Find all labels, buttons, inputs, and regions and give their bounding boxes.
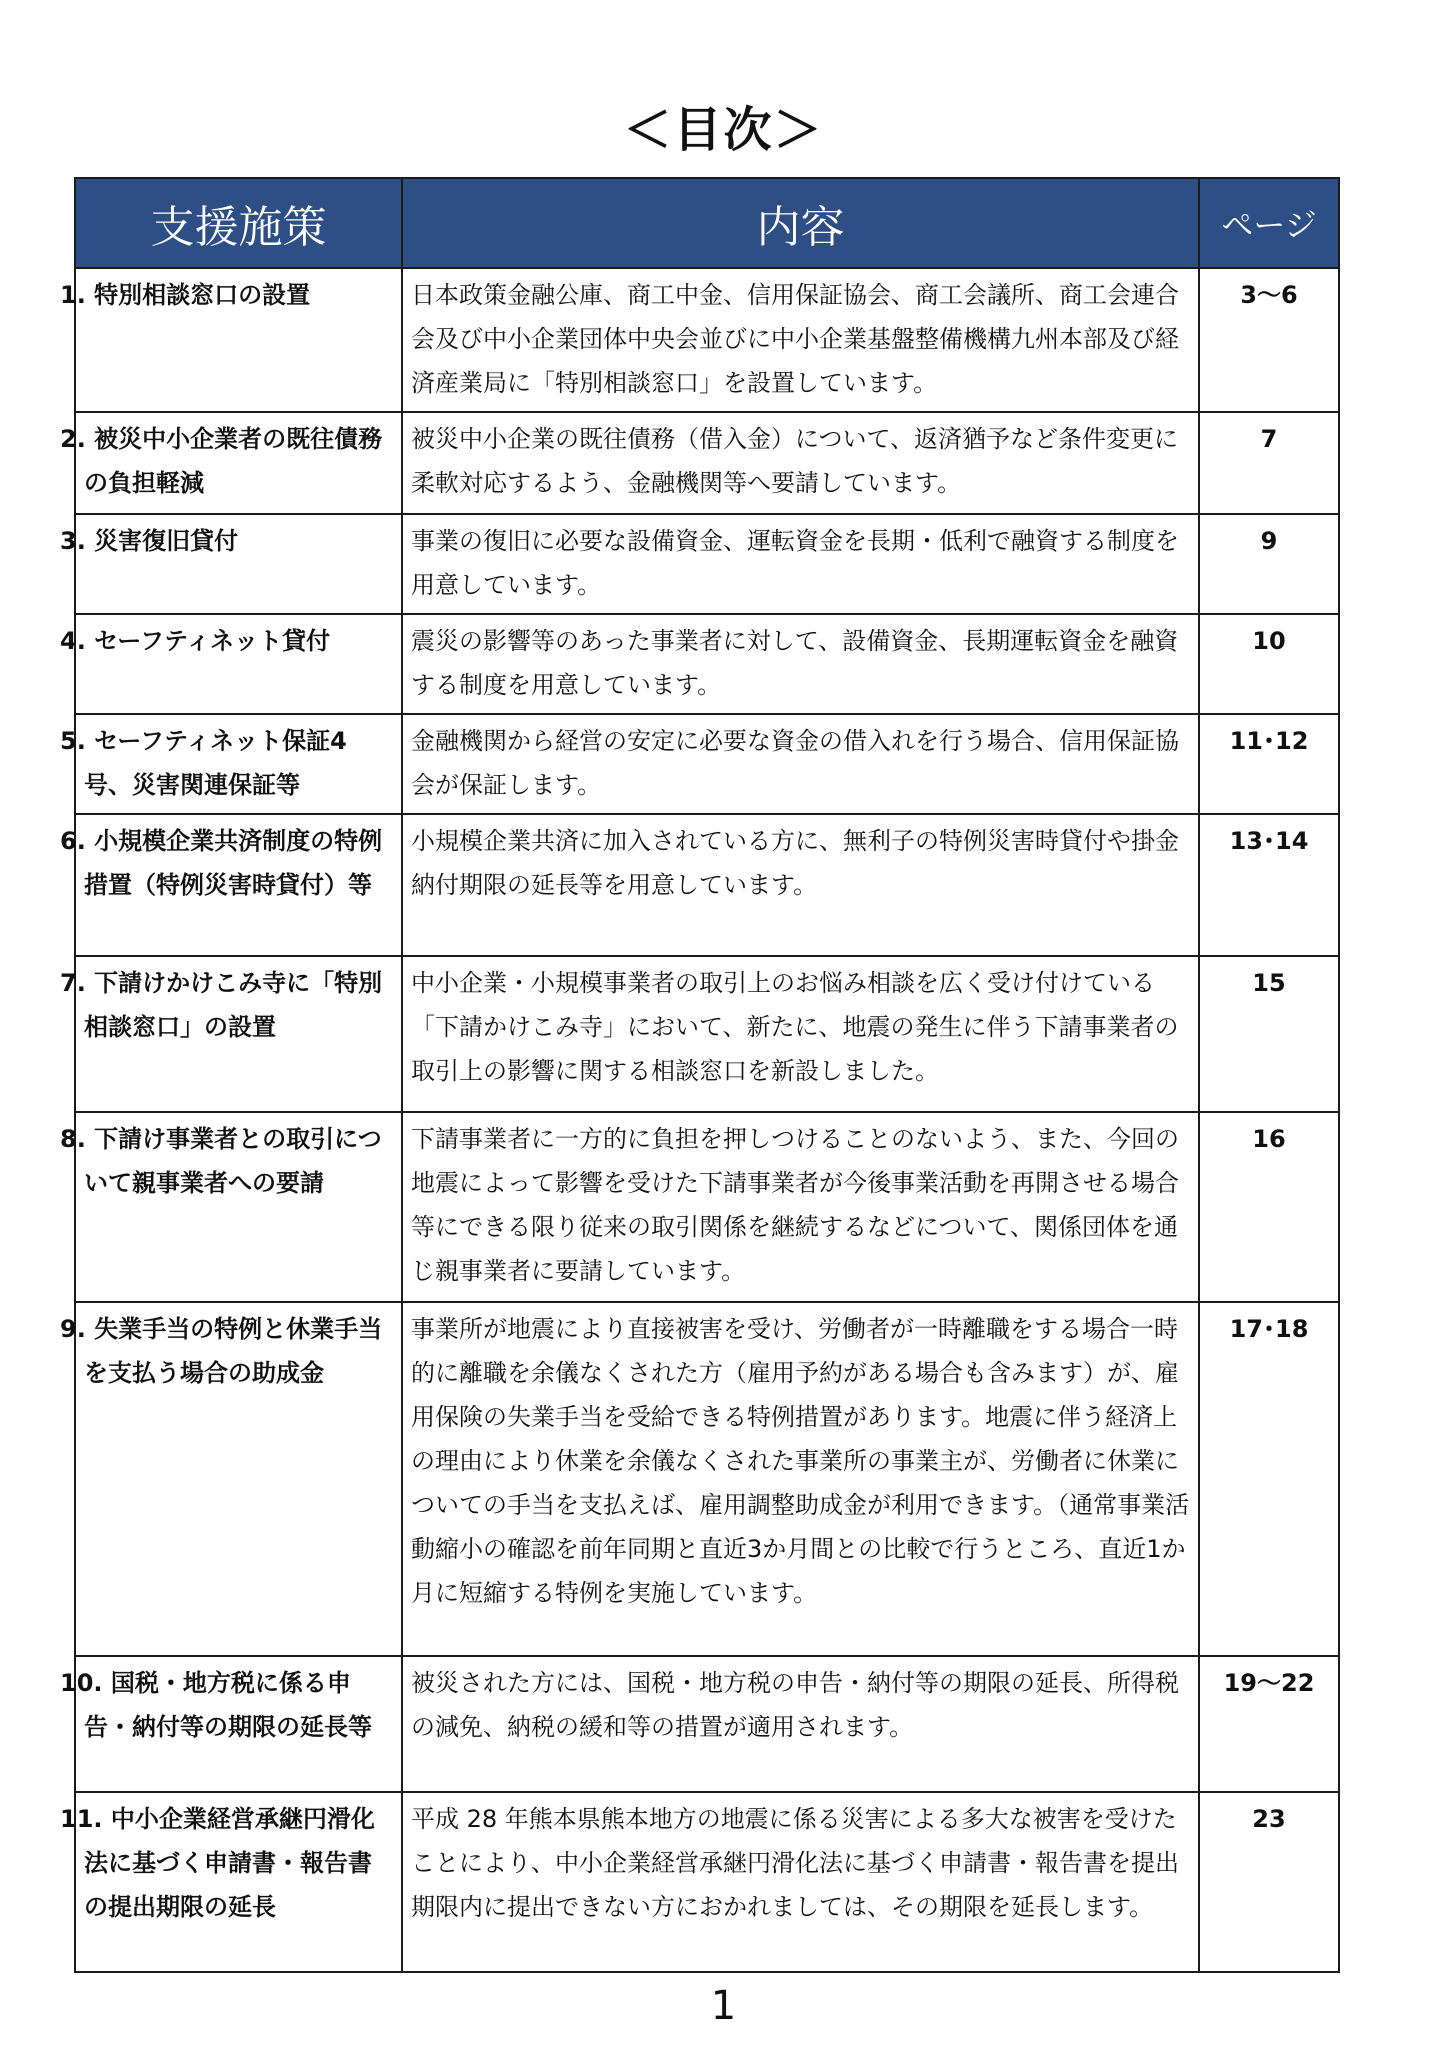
row-measure: 11. 中小企業経営承継円滑化法に基づく申請書・報告書の提出期限の延長 — [75, 1792, 402, 1972]
row-measure: 6. 小規模企業共済制度の特例措置（特例災害時貸付）等 — [75, 814, 402, 956]
row-page: 10 — [1199, 614, 1339, 714]
row-measure: 5. セーフティネット保証4号、災害関連保証等 — [75, 714, 402, 814]
row-page: 23 — [1199, 1792, 1339, 1972]
table-row — [75, 412, 1339, 514]
table-row — [75, 1656, 1339, 1792]
row-page: 17･18 — [1199, 1302, 1339, 1656]
row-content: 日本政策金融公庫、商工中金、信用保証協会、商工会議所、商工会連合会及び中小企業団体中央会並びに中小企業基盤整備機構九州本部及び経済産業局に「特別相談窓口」を設置しています。 — [402, 268, 1199, 412]
row-measure: 1. 特別相談窓口の設置 — [75, 268, 402, 412]
table-row — [75, 1302, 1339, 1656]
table-row — [75, 956, 1339, 1112]
row-content: 被災された方には、国税・地方税の申告・納付等の期限の延長、所得税の減免、納税の緩和等の措置が適用されます。 — [402, 1656, 1199, 1792]
row-measure: 2. 被災中小企業者の既往債務の負担軽減 — [75, 412, 402, 514]
row-content: 事業の復旧に必要な設備資金、運転資金を長期・低利で融資する制度を用意しています。 — [402, 514, 1199, 614]
table-row — [75, 1112, 1339, 1302]
row-measure: 9. 失業手当の特例と休業手当を支払う場合の助成金 — [75, 1302, 402, 1656]
row-measure: 8. 下請け事業者との取引について親事業者への要請 — [75, 1112, 402, 1302]
row-page: 11･12 — [1199, 714, 1339, 814]
row-page: 3～6 — [1199, 268, 1339, 412]
row-content: 下請事業者に一方的に負担を押しつけることのないよう、また、今回の地震によって影響を受けた下請事業者が今後事業活動を再開させる場合等にできる限り従来の取引関係を継続するなどについて、関係団体を通じ親事業者に要請しています。 — [402, 1112, 1199, 1302]
row-page: 9 — [1199, 514, 1339, 614]
toc-table — [60, 177, 1340, 1973]
row-content: 平成 28 年熊本県熊本地方の地震に係る災害による多大な被害を受けたことにより、中小企業経営承継円滑化法に基づく申請書・報告書を提出期限内に提出できない方におかれましては、その期限を延長します。 — [402, 1792, 1199, 1972]
row-measure: 7. 下請けかけこみ寺に「特別相談窓口」の設置 — [75, 956, 402, 1112]
row-content: 事業所が地震により直接被害を受け、労働者が一時離職をする場合一時的に離職を余儀なくされた方（雇用予約がある場合も含みます）が、雇用保険の失業手当を受給できる特例措置があります。地震に伴う経済上の理由により休業を余儀なくされた事業所の事業主が、労働者に休業についての手当を支払えば、雇用調整助成金が利用できます。（通常事業活動縮小の確認を前年同期と直近3か月間との比較で行うところ、直近1か月に短縮する特例を実施しています。 — [402, 1302, 1199, 1656]
table-row — [75, 514, 1339, 614]
row-content: 小規模企業共済に加入されている方に、無利子の特例災害時貸付や掛金納付期限の延長等を用意しています。 — [402, 814, 1199, 956]
table-row — [75, 268, 1339, 412]
row-measure: 3. 災害復旧貸付 — [75, 514, 402, 614]
table-row — [75, 614, 1339, 714]
row-content: 金融機関から経営の安定に必要な資金の借入れを行う場合、信用保証協会が保証します。 — [402, 714, 1199, 814]
row-content: 震災の影響等のあった事業者に対して、設備資金、長期運転資金を融資する制度を用意しています。 — [402, 614, 1199, 714]
row-page: 7 — [1199, 412, 1339, 514]
row-page: 13･14 — [1199, 814, 1339, 956]
table-header-row — [75, 178, 1339, 268]
header-measure: 支援施策 — [75, 178, 402, 268]
page-title: ＜目次＞ — [623, 102, 824, 158]
row-measure: 4. セーフティネット貸付 — [75, 614, 402, 714]
header-content: 内容 — [402, 178, 1199, 268]
row-page: 16 — [1199, 1112, 1339, 1302]
table-row — [75, 714, 1339, 814]
row-content: 中小企業・小規模事業者の取引上のお悩み相談を広く受け付けている「下請かけこみ寺」において、新たに、地震の発生に伴う下請事業者の取引上の影響に関する相談窓口を新設しました。 — [402, 956, 1199, 1112]
row-page: 15 — [1199, 956, 1339, 1112]
page-number: 1 — [710, 1983, 737, 2029]
table-row — [75, 1792, 1339, 1972]
row-measure: 10. 国税・地方税に係る申告・納付等の期限の延長等 — [75, 1656, 402, 1792]
table-row — [75, 814, 1339, 956]
row-content: 被災中小企業の既往債務（借入金）について、返済猶予など条件変更に柔軟対応するよう、金融機関等へ要請しています。 — [402, 412, 1199, 514]
row-page: 19～22 — [1199, 1656, 1339, 1792]
header-page: ページ — [1199, 178, 1339, 268]
